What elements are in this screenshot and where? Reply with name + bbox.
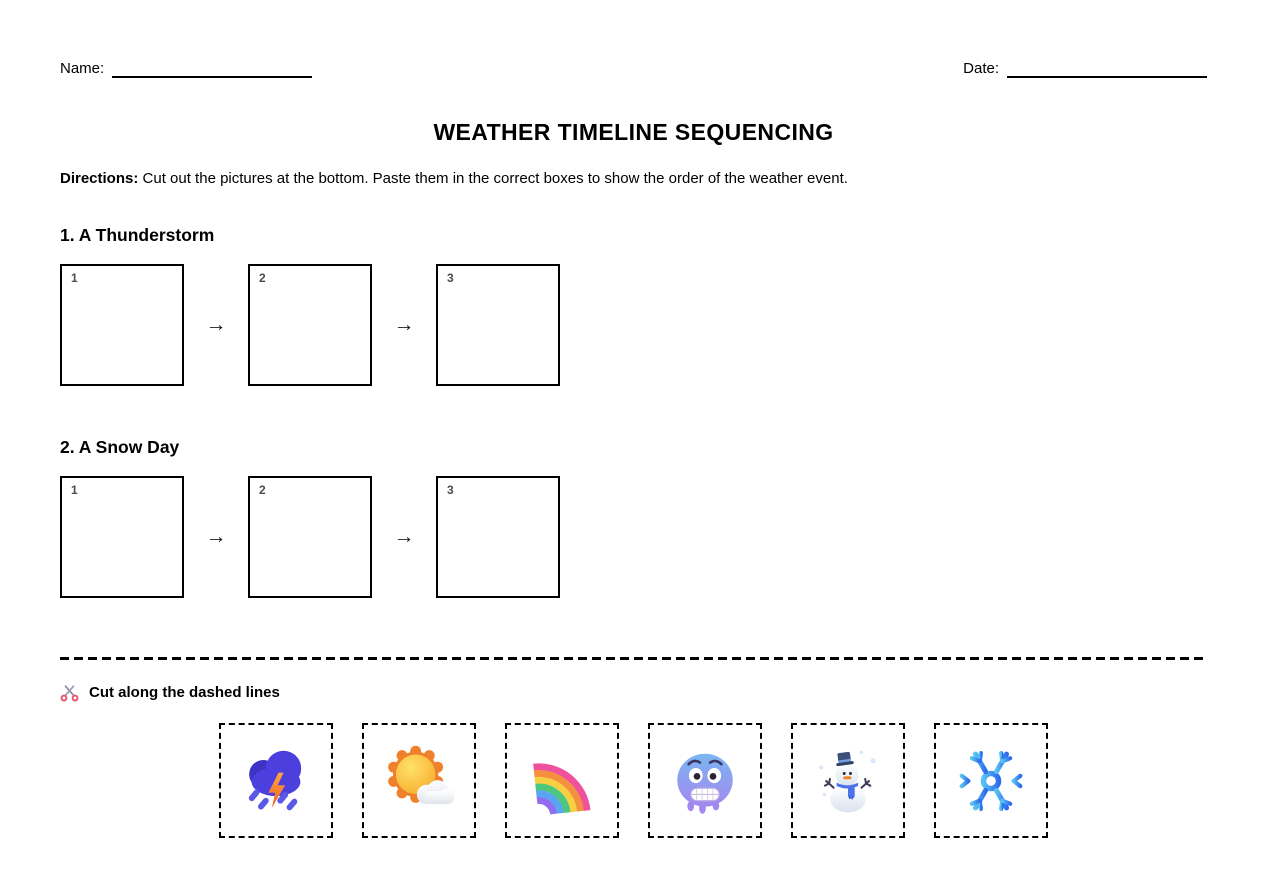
sequence-box-1 [60,476,184,598]
cut-instruction-text: Cut along the dashed lines [89,683,280,701]
header-row [60,61,1207,78]
date-blank-line [1007,62,1207,78]
name-field [60,61,312,78]
storm-cloud-lightning-rain-icon [234,739,318,823]
box-number: 3 [447,483,454,498]
cold-face-icon [663,739,747,823]
cutout-row [60,723,1207,838]
section-2-heading: 2. A Snow Day [60,437,180,458]
cutout-card [791,723,905,838]
section-1-sequence-row [60,264,1207,386]
cutout-card [362,723,476,838]
cutout-card [648,723,762,838]
cutout-card [934,723,1048,838]
sequence-box-3 [436,264,560,386]
section-2-sequence-row [60,476,1207,598]
directions-label: Directions: [60,169,139,187]
sequence-box-2 [248,476,372,598]
cut-instruction [60,683,1207,702]
box-number: 1 [71,483,78,498]
arrow-right-icon: → [205,525,227,549]
directions-text: Cut out the pictures at the bottom. Paste them in the correct boxes to show the order of the weather event. [138,169,848,187]
rainbow-icon [520,739,604,823]
page-title: WEATHER TIMELINE SEQUENCING [433,118,834,145]
cut-separator-dashed-line [60,657,1207,660]
section-1-heading: 1. A Thunderstorm [60,225,215,246]
date-field [963,61,1207,78]
box-number: 1 [71,271,78,286]
snowman-icon [806,739,890,823]
name-label: Name: [60,60,105,77]
directions [60,169,1207,189]
arrow-right-icon: → [205,313,227,337]
box-number: 2 [259,271,266,286]
arrow-right-icon: → [393,525,415,549]
scissors-icon [60,683,79,702]
sequence-box-3 [436,476,560,598]
name-blank-line [112,62,312,78]
cutout-card [219,723,333,838]
box-number: 3 [447,271,454,286]
sequence-box-1 [60,264,184,386]
box-number: 2 [259,483,266,498]
date-label: Date: [963,60,999,77]
cutout-card [505,723,619,838]
sequence-box-2 [248,264,372,386]
snowflake-icon [949,739,1033,823]
sun-behind-cloud-icon [377,739,461,823]
arrow-right-icon: → [393,313,415,337]
